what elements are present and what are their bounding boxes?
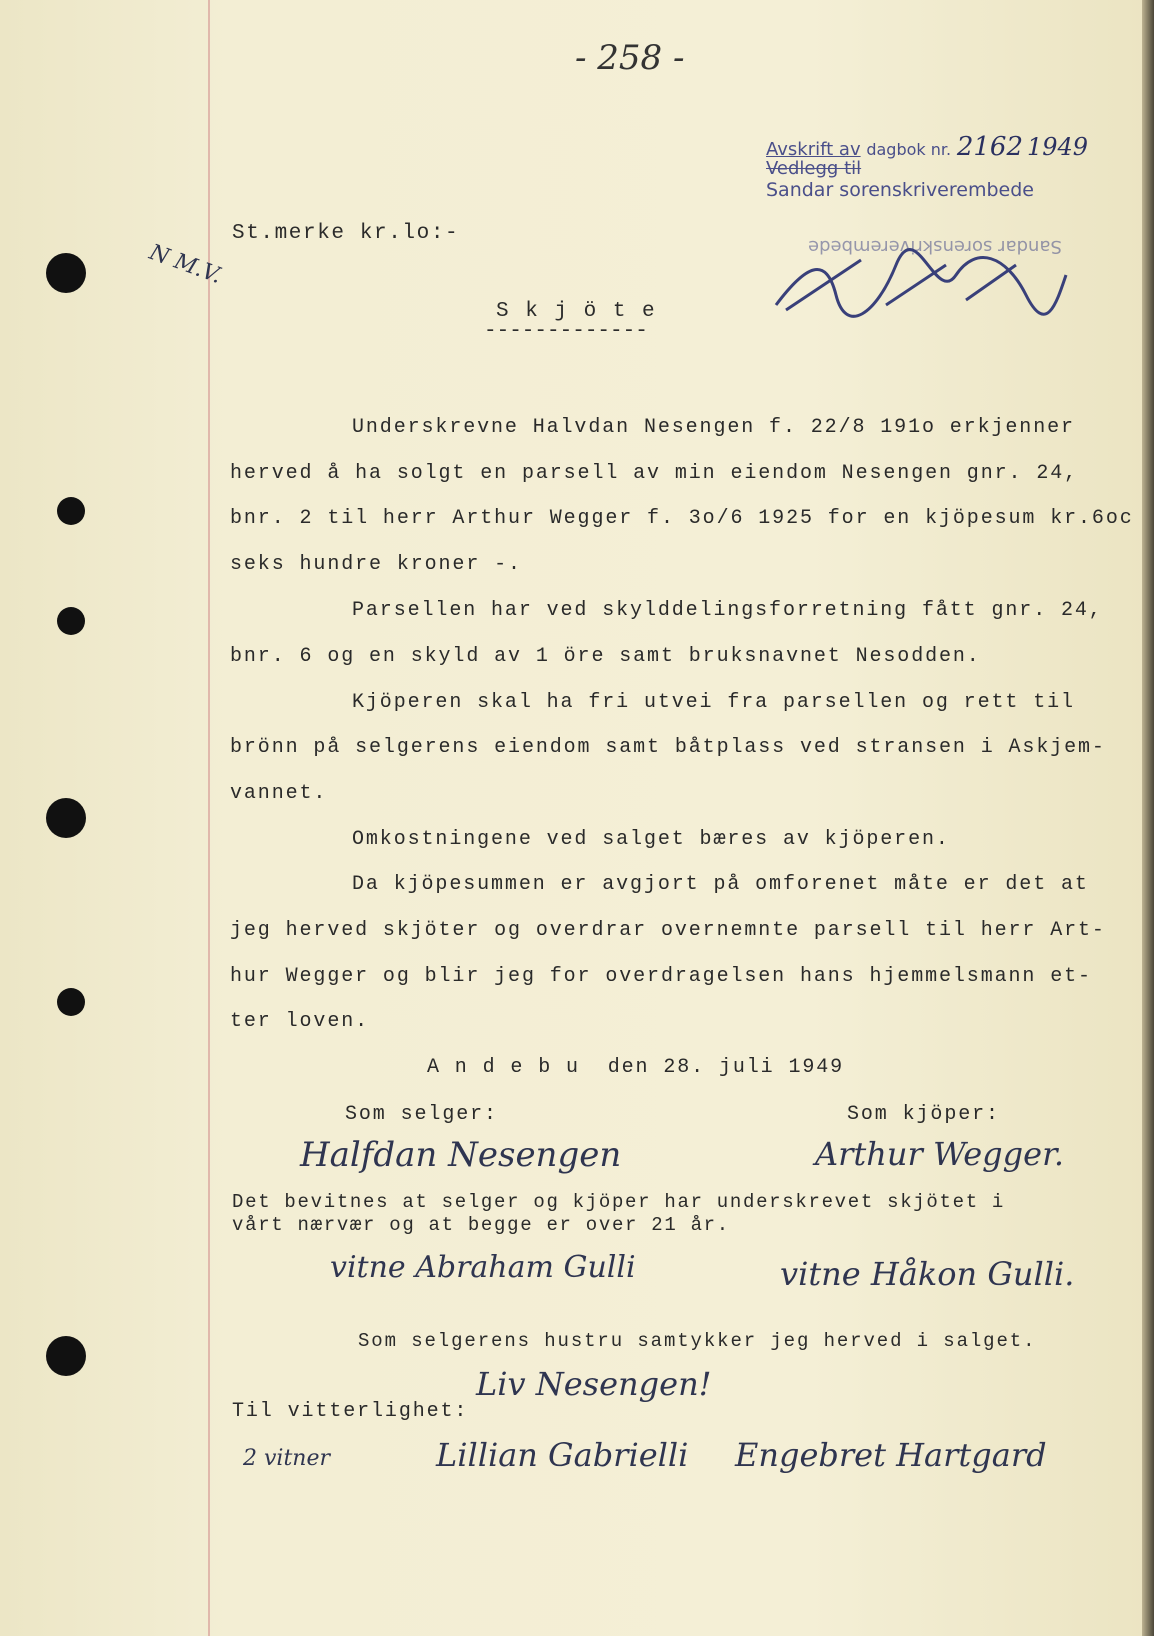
body-line: ter loven. — [230, 1010, 370, 1033]
seller-label: Som selger: — [345, 1103, 498, 1126]
witness-signature: vitne Abraham Gulli — [330, 1250, 636, 1285]
page-number: - 258 - — [575, 38, 685, 78]
stamp-cancel-scribble — [766, 245, 1076, 325]
stamp-office: Sandar sorenskriverembede — [766, 179, 1034, 201]
witness-statement-line: Det bevitnes at selger og kjöper har underskrevet skjötet i — [232, 1191, 1006, 1213]
title-underline: ------------- — [484, 320, 648, 343]
stamp-vedlegg: Vedlegg til — [766, 158, 862, 179]
body-line: brönn på selgerens eiendom samt båtplass ved stransen i Askjem- — [230, 736, 1106, 759]
attestation-witness-signature: Lillian Gabrielli — [436, 1436, 689, 1474]
spouse-signature: Liv Nesengen! — [476, 1365, 712, 1403]
body-line: Da kjöpesummen er avgjort på omforenet måte er det at — [352, 873, 1089, 896]
body-line: Underskrevne Halvdan Nesengen f. 22/8 191o erkjenner — [352, 416, 1075, 439]
document-title: S k j ö t e — [496, 300, 657, 323]
stamp-year: 1949 — [1027, 133, 1089, 161]
page-edge-shadow — [1142, 0, 1154, 1636]
attestation-witness-signature: Engebret Hartgard — [735, 1436, 1047, 1474]
seller-signature: Halfdan Nesengen — [300, 1135, 622, 1175]
attestation-label: Til vitterlighet: — [232, 1400, 469, 1423]
body-line: Parsellen har ved skylddelingsforretning fått gnr. 24, — [352, 599, 1103, 622]
buyer-signature: Arthur Wegger. — [815, 1135, 1065, 1173]
stamp-dagbok-number: 2162 — [956, 132, 1023, 162]
margin-rule — [208, 0, 210, 1636]
punch-hole — [46, 253, 86, 293]
body-line: bnr. 6 og en skyld av 1 öre samt bruksnavnet Nesodden. — [230, 645, 981, 668]
stamp-duty-line: St.merke kr.lo:- — [232, 222, 460, 245]
body-line: vannet. — [230, 782, 328, 805]
place-date: A n d e b u den 28. juli 1949 — [427, 1056, 845, 1079]
archive-stamp — [766, 132, 1088, 201]
punch-hole — [46, 1336, 86, 1376]
spouse-consent: Som selgerens hustru samtykker jeg herved i salget. — [358, 1330, 1037, 1352]
punch-hole — [57, 988, 85, 1016]
witness-signature: vitne Håkon Gulli. — [780, 1255, 1075, 1293]
punch-hole — [46, 798, 86, 838]
margin-note: N M.V. — [145, 239, 225, 290]
stamp-dagbok-label: dagbok nr. — [866, 140, 952, 159]
punch-hole — [57, 607, 85, 635]
buyer-label: Som kjöper: — [847, 1103, 1000, 1126]
mirrored-stamp-text: Sandar sorenskriverembede — [808, 236, 1062, 257]
punch-hole — [57, 497, 85, 525]
stamp-prefix: Avskrift av — [766, 139, 861, 160]
attestation-note: 2 vitner — [243, 1446, 331, 1471]
body-line: hur Wegger og blir jeg for overdragelsen hans hjemmelsmann et- — [230, 965, 1092, 988]
body-line: jeg herved skjöter og overdrar overnemnte parsell til herr Art- — [230, 919, 1106, 942]
body-line: Kjöperen skal ha fri utvei fra parsellen og rett til — [352, 691, 1075, 714]
body-line: herved å ha solgt en parsell av min eiendom Nesengen gnr. 24, — [230, 462, 1079, 485]
body-line: seks hundre kroner -. — [230, 553, 522, 576]
witness-statement-line: vårt nærvær og at begge er over 21 år. — [232, 1214, 730, 1236]
body-line: bnr. 2 til herr Arthur Wegger f. 3o/6 1925 for en kjöpesum kr.6oc — [230, 507, 1134, 530]
body-line: Omkostningene ved salget bæres av kjöperen. — [352, 828, 950, 851]
